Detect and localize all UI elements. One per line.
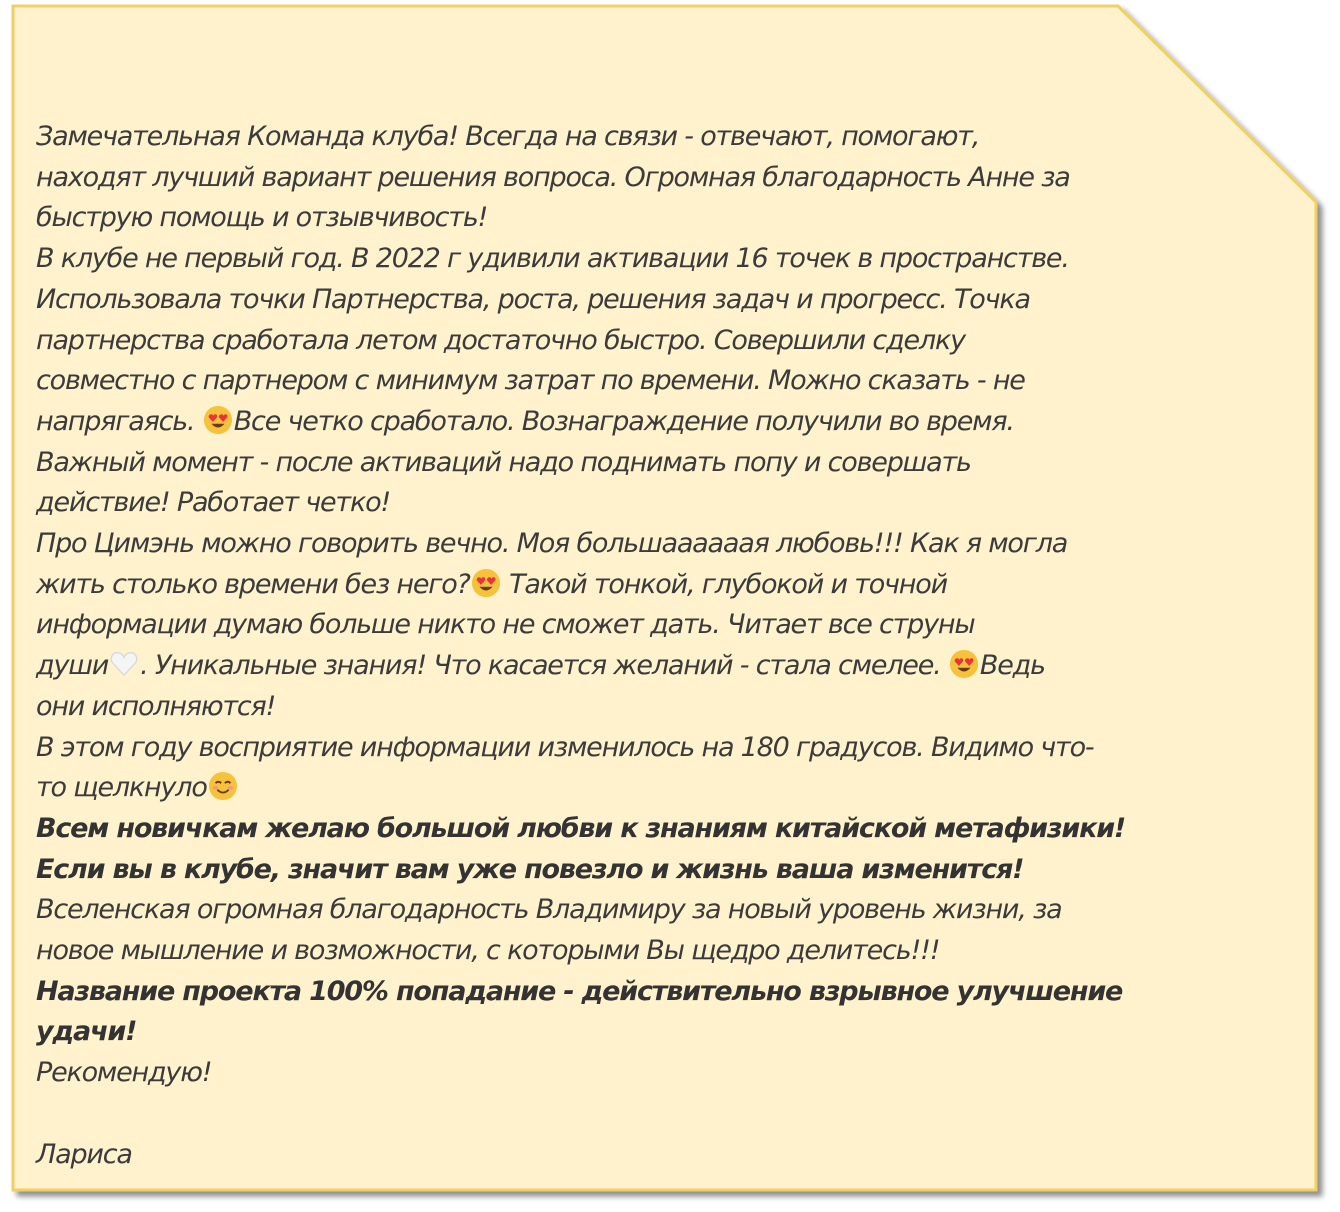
review-text-fragment: души <box>36 650 109 682</box>
review-line: В клубе не первый год. В 2022 г удивили активации 16 точек в пространстве. <box>36 243 1069 275</box>
review-line-bold: удачи! <box>36 1016 137 1048</box>
review-line-bold: Всем новичкам желаю большой любви к знаниям китайской метафизики! <box>36 812 1126 844</box>
white-heart-emoji-icon <box>109 649 139 679</box>
heart-eyes-emoji-icon <box>203 405 233 435</box>
review-line: Использовала точки Партнерства, роста, решения задач и прогресс. Точка <box>36 283 1030 315</box>
review-line: быструю помощь и отзывчивость! <box>36 202 488 234</box>
review-line: новое мышление и возможности, с которыми Вы щедро делитесь!!! <box>36 935 940 967</box>
review-line: Важный момент - после активаций надо поднимать попу и совершать <box>36 446 971 478</box>
review-line-bold: Если вы в клубе, значит вам уже повезло и жизнь ваша изменится! <box>36 853 1024 885</box>
review-line: находят лучший вариант решения вопроса. Огромная благодарность Анне за <box>36 161 1070 193</box>
review-line: они исполняются! <box>36 690 276 722</box>
review-line: совместно с партнером с минимум затрат по времени. Можно сказать - не <box>36 365 1025 397</box>
blank-line <box>36 1094 1216 1135</box>
review-text-fragment: Такой тонкой, глубокой и точной <box>501 568 947 600</box>
review-text <box>36 117 1216 1175</box>
review-line <box>36 768 1216 809</box>
smiling-face-emoji-icon <box>208 771 238 801</box>
review-line: партнерства сработала летом достаточно быстро. Совершили сделку <box>36 324 965 356</box>
review-line: Про Цимэнь можно говорить вечно. Моя большаааааая любовь!!! Как я могла <box>36 528 1068 560</box>
review-text-fragment: Все четко сработало. Вознаграждение получили во время. <box>233 405 1014 437</box>
review-text-fragment: Ведь <box>979 650 1045 682</box>
review-line: Вселенская огромная благодарность Владимиру за новый уровень жизни, за <box>36 894 1062 926</box>
review-line: информации думаю больше никто не сможет дать. Читает все струны <box>36 609 975 641</box>
review-text-fragment: напрягаясь. <box>36 405 202 437</box>
review-line <box>36 565 1216 606</box>
review-line: Рекомендую! <box>36 1057 212 1089</box>
review-line <box>36 646 1216 687</box>
heart-eyes-emoji-icon <box>949 649 979 679</box>
review-text-fragment: . Уникальные знания! Что касается желаний - стала смелее. <box>140 650 948 682</box>
review-text-fragment: жить столько времени без него? <box>36 568 470 600</box>
review-line: В этом году восприятие информации изменилось на 180 градусов. Видимо что- <box>36 731 1094 763</box>
review-line: Замечательная Команда клуба! Всегда на связи - отвечают, помогают, <box>36 121 980 152</box>
review-line: действие! Работает четко! <box>36 487 391 519</box>
heart-eyes-emoji-icon <box>471 568 501 598</box>
review-line-bold: Название проекта 100% попадание - действительно взрывное улучшение <box>36 975 1123 1007</box>
review-line <box>36 402 1216 443</box>
review-text-fragment: то щелкнуло <box>36 772 207 804</box>
signature: Лариса <box>36 1138 132 1170</box>
